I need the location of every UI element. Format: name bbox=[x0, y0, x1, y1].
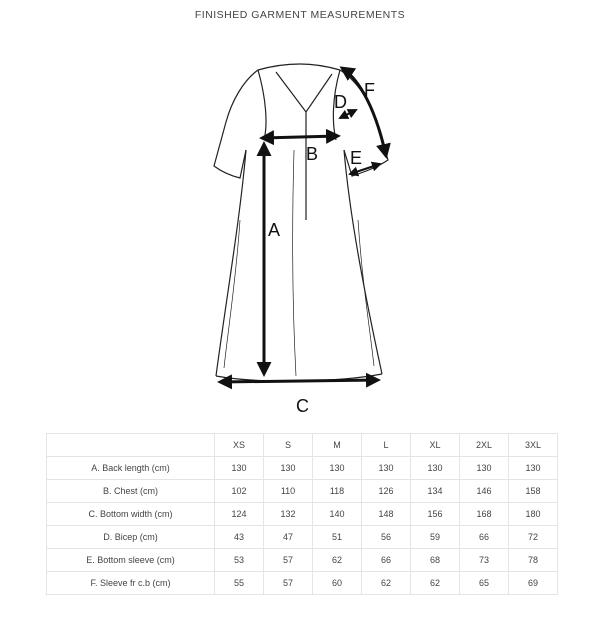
table-cell: 118 bbox=[313, 480, 362, 503]
table-cell: 158 bbox=[509, 480, 558, 503]
table-row bbox=[47, 503, 558, 526]
table-row bbox=[47, 480, 558, 503]
table-cell: 51 bbox=[313, 526, 362, 549]
table-cell: 69 bbox=[509, 572, 558, 595]
table-cell: 110 bbox=[264, 480, 313, 503]
table-cell: 59 bbox=[411, 526, 460, 549]
table-row bbox=[47, 549, 558, 572]
size-header: 2XL bbox=[460, 434, 509, 457]
table-cell: 68 bbox=[411, 549, 460, 572]
table-cell: 148 bbox=[362, 503, 411, 526]
table-cell: 57 bbox=[264, 549, 313, 572]
size-header: 3XL bbox=[509, 434, 558, 457]
table-cell: 126 bbox=[362, 480, 411, 503]
table-cell: 130 bbox=[509, 457, 558, 480]
table-cell: 62 bbox=[362, 572, 411, 595]
table-cell: 130 bbox=[215, 457, 264, 480]
table-cell: 43 bbox=[215, 526, 264, 549]
table-cell: 65 bbox=[460, 572, 509, 595]
table-cell: 156 bbox=[411, 503, 460, 526]
table-cell: 132 bbox=[264, 503, 313, 526]
table-cell: 146 bbox=[460, 480, 509, 503]
label-d: D bbox=[334, 92, 347, 112]
size-header: XL bbox=[411, 434, 460, 457]
table-row bbox=[47, 526, 558, 549]
table-header-row bbox=[47, 434, 558, 457]
table-cell: 130 bbox=[313, 457, 362, 480]
table-cell: 130 bbox=[411, 457, 460, 480]
table-cell: 62 bbox=[313, 549, 362, 572]
table-cell: 130 bbox=[264, 457, 313, 480]
table-row bbox=[47, 572, 558, 595]
row-label: A. Back length (cm) bbox=[47, 457, 215, 480]
table-cell: 53 bbox=[215, 549, 264, 572]
dress-outline bbox=[214, 64, 388, 381]
table-cell: 47 bbox=[264, 526, 313, 549]
label-c: C bbox=[296, 396, 309, 416]
table-cell: 180 bbox=[509, 503, 558, 526]
table-cell: 62 bbox=[411, 572, 460, 595]
label-e: E bbox=[350, 148, 363, 168]
table-cell: 56 bbox=[362, 526, 411, 549]
table-cell: 66 bbox=[362, 549, 411, 572]
row-label: D. Bicep (cm) bbox=[47, 526, 215, 549]
table-cell: 60 bbox=[313, 572, 362, 595]
row-label: E. Bottom sleeve (cm) bbox=[47, 549, 215, 572]
label-a: A bbox=[268, 220, 281, 240]
page-title: FINISHED GARMENT MEASUREMENTS bbox=[194, 9, 406, 21]
measurements-table bbox=[46, 433, 558, 595]
row-label: C. Bottom width (cm) bbox=[47, 503, 215, 526]
label-b: B bbox=[306, 144, 319, 164]
header-empty-cell bbox=[47, 434, 215, 457]
table-cell: 55 bbox=[215, 572, 264, 595]
row-label: F. Sleeve fr c.b (cm) bbox=[47, 572, 215, 595]
table-cell: 130 bbox=[460, 457, 509, 480]
measure-c-line bbox=[220, 380, 378, 382]
size-header: M bbox=[313, 434, 362, 457]
table-cell: 124 bbox=[215, 503, 264, 526]
table-cell: 78 bbox=[509, 549, 558, 572]
table-cell: 130 bbox=[362, 457, 411, 480]
table-cell: 168 bbox=[460, 503, 509, 526]
table-cell: 134 bbox=[411, 480, 460, 503]
table-cell: 72 bbox=[509, 526, 558, 549]
row-label: B. Chest (cm) bbox=[47, 480, 215, 503]
table-cell: 73 bbox=[460, 549, 509, 572]
size-header: L bbox=[362, 434, 411, 457]
table-row bbox=[47, 457, 558, 480]
table-cell: 66 bbox=[460, 526, 509, 549]
label-f: F bbox=[364, 80, 375, 100]
table-cell: 57 bbox=[264, 572, 313, 595]
table-cell: 102 bbox=[215, 480, 264, 503]
table-cell: 140 bbox=[313, 503, 362, 526]
size-header: XS bbox=[215, 434, 264, 457]
size-header: S bbox=[264, 434, 313, 457]
measure-b-line bbox=[262, 136, 338, 138]
